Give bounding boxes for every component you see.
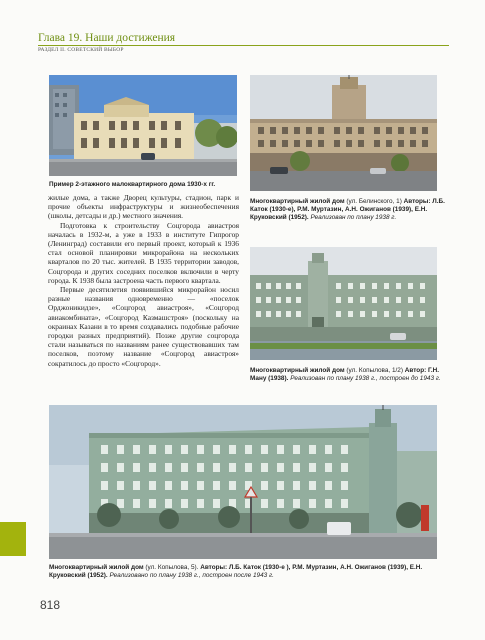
photo-kopylova-1-2-building (250, 247, 437, 360)
header-rule (38, 45, 449, 46)
caption-fig4-note: Реализовано по плану 1938 г., построен после 1943 г. (107, 572, 274, 579)
caption-fig4 (49, 564, 441, 580)
photo-belinskogo-building (250, 75, 437, 191)
caption-fig2-authors: Авторы: Л.Б. Каток (1930-е), Р.М. Муртазин, А.Н. Ожиганов (1939), Е.Н. Круковский (1952). (250, 198, 445, 221)
photo-two-storey-house (49, 75, 237, 176)
caption-fig3-title: Многоквартирный жилой дом (250, 367, 345, 374)
caption-fig3-address: (ул. Копылова, 1/2) (344, 367, 403, 374)
caption-fig4-authors: Авторы: Л.Б. Каток (1930-е ), Р.М. Муртазин, А.Н. Ожиганов (1939), Е.Н. Круковский (1952). (49, 564, 423, 579)
body-text (48, 193, 239, 368)
caption-fig3-note: Реализован по плану 1938 г., построен до 1943 г. (290, 375, 441, 382)
chapter-side-tab (0, 522, 26, 556)
caption-fig3 (250, 367, 446, 383)
photo-kopylova-5-building (49, 405, 437, 559)
caption-fig3-authors: Автор: Г.Н. Ману (1938). (250, 367, 439, 382)
caption-fig1-title: Пример 2-этажного малоквартирного дома 1930-х гг. (49, 181, 216, 188)
caption-fig4-address: (ул. Копылова, 5). (143, 564, 201, 571)
caption-fig2-address: (ул. Белинского, 1) (344, 198, 402, 205)
caption-fig2-title: Многоквартирный жилой дом (250, 198, 345, 205)
body-paragraph: Первые десятилетия появившийся микрорайон носил разные названия одновременно — «поселок Орджоникидзе», «Соцгород авиастроя», «Соцгород авиакомбината», «Соцгород Казмашстроя» (поскольку на окраинах Казани в то время создавались подобные рабочие городки разных предприятий). Позже другие соцгорода стали называться по названиям ранее существовавших там поселков, поэтому название «Соцгород авиастроя» сократилось до просто «Соцгород». (48, 285, 239, 368)
section-label: РАЗДЕЛ II. СОВЕТСКИЙ ВЫБОР (38, 47, 124, 53)
caption-fig2-note: Реализован по плану 1938 г. (310, 214, 397, 221)
body-paragraph: жилые дома, а также Дворец культуры, стадион, парк и прочие объекты инфраструктуры и жизнеобеспечения (школы, детсады и др.) местного значения. (48, 193, 239, 221)
caption-fig2 (250, 198, 446, 222)
chapter-title: Глава 19. Наши достижения (38, 32, 176, 44)
caption-fig1 (49, 181, 249, 189)
body-paragraph: Подготовка к строительству Соцгорода авиастроя началась в 1932-м, а уже в 1933 в институте Гипрогор (Ленинград) составили его первый проект, который к 1936 стал основой планировки микрорайона на нескольких кварталов по 20 тыс. жителей. В 1935 территории заводов, Соцгорода и других соседних поселков включили в черту города. К 1938 была застроена часть первого квартала. (48, 220, 239, 285)
caption-fig4-title: Многоквартирный жилой дом (49, 564, 144, 571)
page-number: 818 (40, 598, 61, 612)
